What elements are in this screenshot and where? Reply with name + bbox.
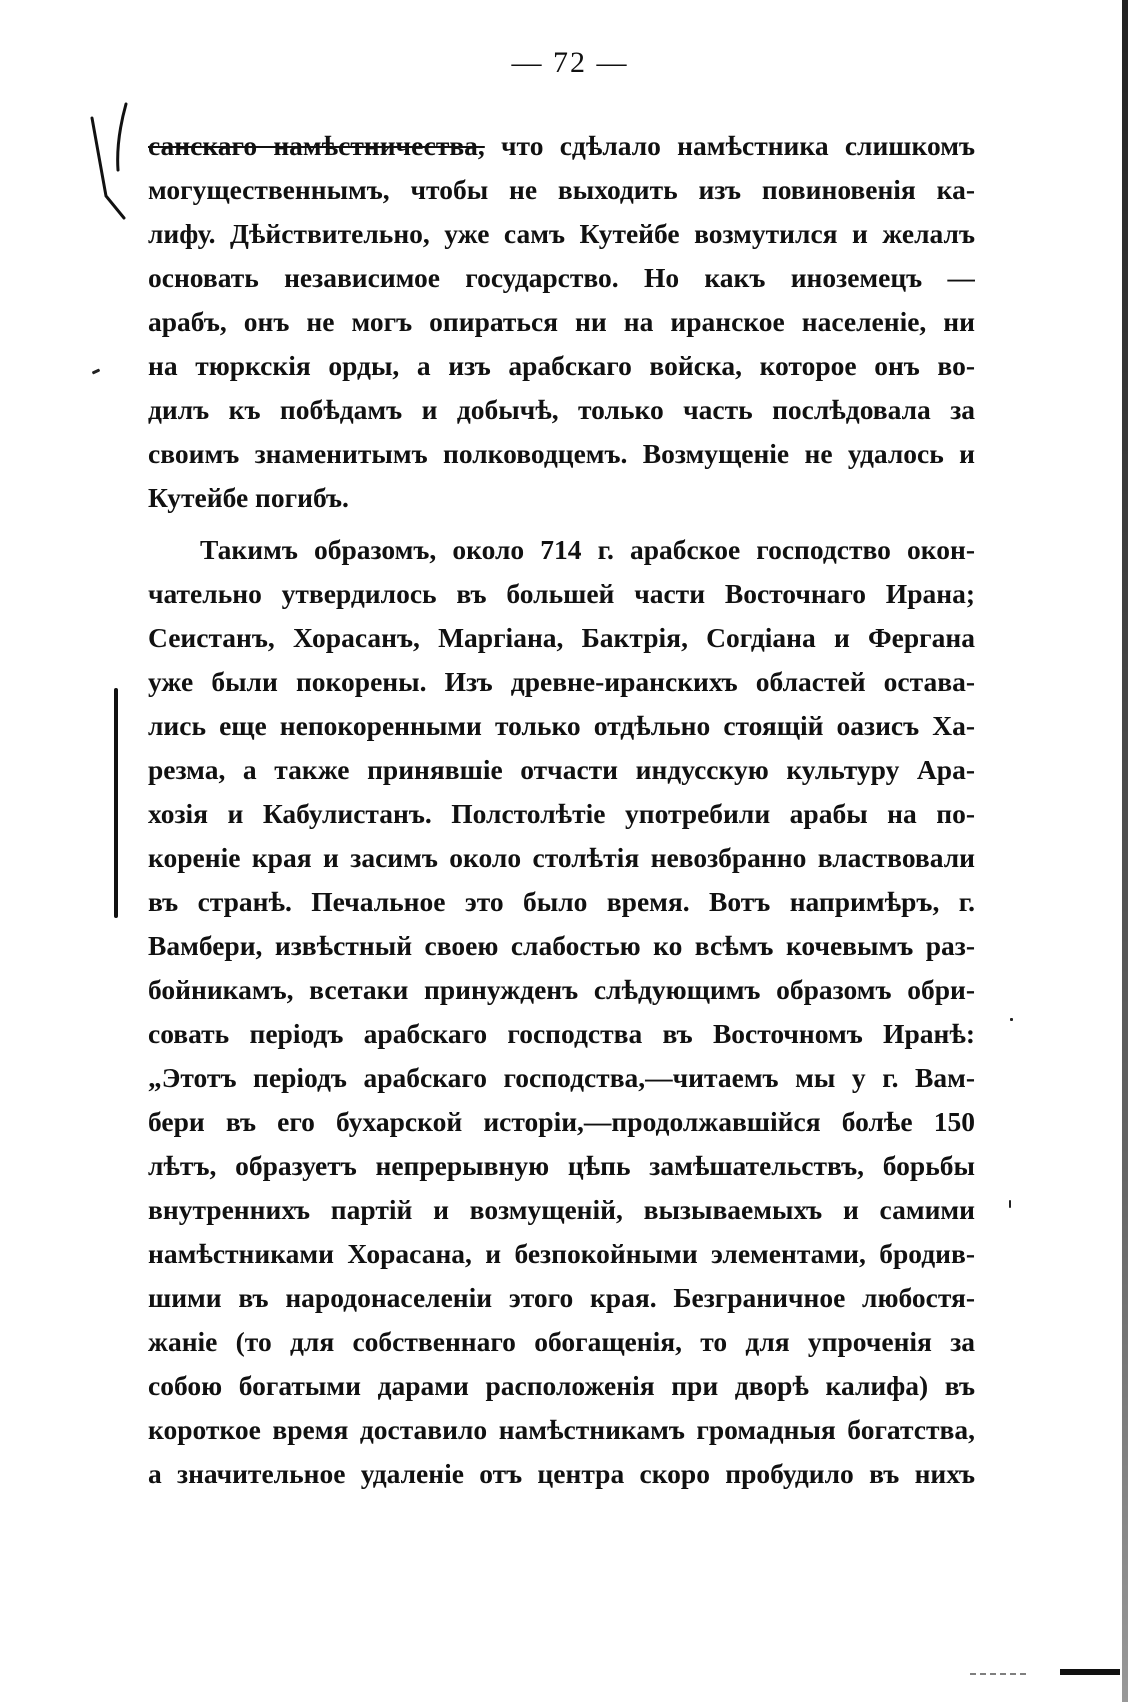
text-line: внутреннихъ партій и возмущеній, вызываемыхъ и самими	[148, 1194, 975, 1225]
struck-text: санскаго намѣстничества,	[148, 130, 485, 161]
text-line: могущественнымъ, чтобы не выходить изъ повиновенія ка-	[148, 174, 975, 205]
text-line: Такимъ образомъ, около 714 г. арабское господство окон-	[200, 534, 975, 565]
text-line: жаніе (то для собственнаго обогащенія, то для упроченія за	[148, 1326, 975, 1357]
text-line: резма, а также принявшіе отчасти индусскую культуру Ара-	[148, 754, 975, 785]
text-line: санскаго намѣстничества, что сдѣлало намѣстника слишкомъ	[148, 130, 975, 161]
text-line: Вамбери, извѣстный своею слабостью ко всѣмъ кочевымъ раз-	[148, 930, 975, 961]
page-number: — 72 —	[511, 46, 629, 79]
text-line: Кутейбе погибъ.	[148, 482, 349, 513]
text-line: бери въ его бухарской исторіи,—продолжавшійся болѣе 150	[148, 1106, 975, 1137]
paragraph-1	[148, 124, 975, 520]
text-line: основать независимое государство. Но какъ иноземецъ —	[148, 262, 975, 293]
text-line: лѣтъ, образуетъ непрерывную цѣпь замѣшательствъ, борьбы	[148, 1150, 975, 1181]
text-line: на тюркскія орды, а изъ арабскаго войска, которое онъ во-	[148, 350, 975, 381]
text-line: въ странѣ. Печальное это было время. Вотъ напримѣръ, г.	[148, 886, 975, 917]
text-line: хозія и Кабулистанъ. Полстолѣтіе употребили арабы на по-	[148, 798, 975, 829]
text-line: а значительное удаленіе отъ центра скоро пробудило въ нихъ	[148, 1458, 975, 1489]
text-line: чательно утвердилось въ большей части Восточнаго Ирана;	[148, 578, 975, 609]
text-line: лись еще непокоренными только отдѣльно стоящій оазисъ Ха-	[148, 710, 975, 741]
paragraph-2	[148, 528, 975, 1496]
scan-speck	[1010, 1018, 1013, 1021]
text-line: собою богатыми дарами расположенія при дворѣ калифа) въ	[148, 1370, 975, 1401]
text-line: Сеистанъ, Хорасанъ, Маргіана, Бактрія, Согдіана и Фергана	[148, 622, 975, 653]
text-line: бойникамъ, всетаки принужденъ слѣдующимъ образомъ обри-	[148, 974, 975, 1005]
text-line: намѣстниками Хорасана, и безпокойными элементами, бродив-	[148, 1238, 975, 1269]
scan-speck	[92, 368, 101, 374]
text-line: „Этотъ періодъ арабскаго господства,—читаемъ мы у г. Вам-	[148, 1062, 975, 1093]
text-line: шими въ народонаселеніи этого края. Безграничное любостя-	[148, 1282, 975, 1313]
body-text	[148, 124, 975, 1496]
text-line: кореніе края и засимъ около столѣтія невозбранно властвовали	[148, 842, 975, 873]
text-line: дилъ къ побѣдамъ и добычѣ, только часть послѣдовала за	[148, 394, 975, 425]
margin-vertical-mark	[114, 688, 118, 918]
text-line: уже были покорены. Изъ древне-иранскихъ областей остава-	[148, 666, 975, 697]
page-edge-shadow	[1122, 0, 1128, 1702]
text-line: своимъ знаменитымъ полководцемъ. Возмущеніе не удалось и	[148, 438, 975, 469]
scan-speck	[1009, 1200, 1011, 1208]
text-line: арабъ, онъ не могъ опираться ни на иранское населеніе, ни	[148, 306, 975, 337]
text-line: лифу. Дѣйствительно, уже самъ Кутейбе возмутился и желалъ	[148, 218, 975, 249]
scan-bottom-edge	[970, 1668, 1120, 1676]
text-line: совать періодъ арабскаго господства въ Восточномъ Иранѣ:	[148, 1018, 975, 1049]
text-line: короткое время доставило намѣстникамъ громадныя богатства,	[148, 1414, 975, 1445]
